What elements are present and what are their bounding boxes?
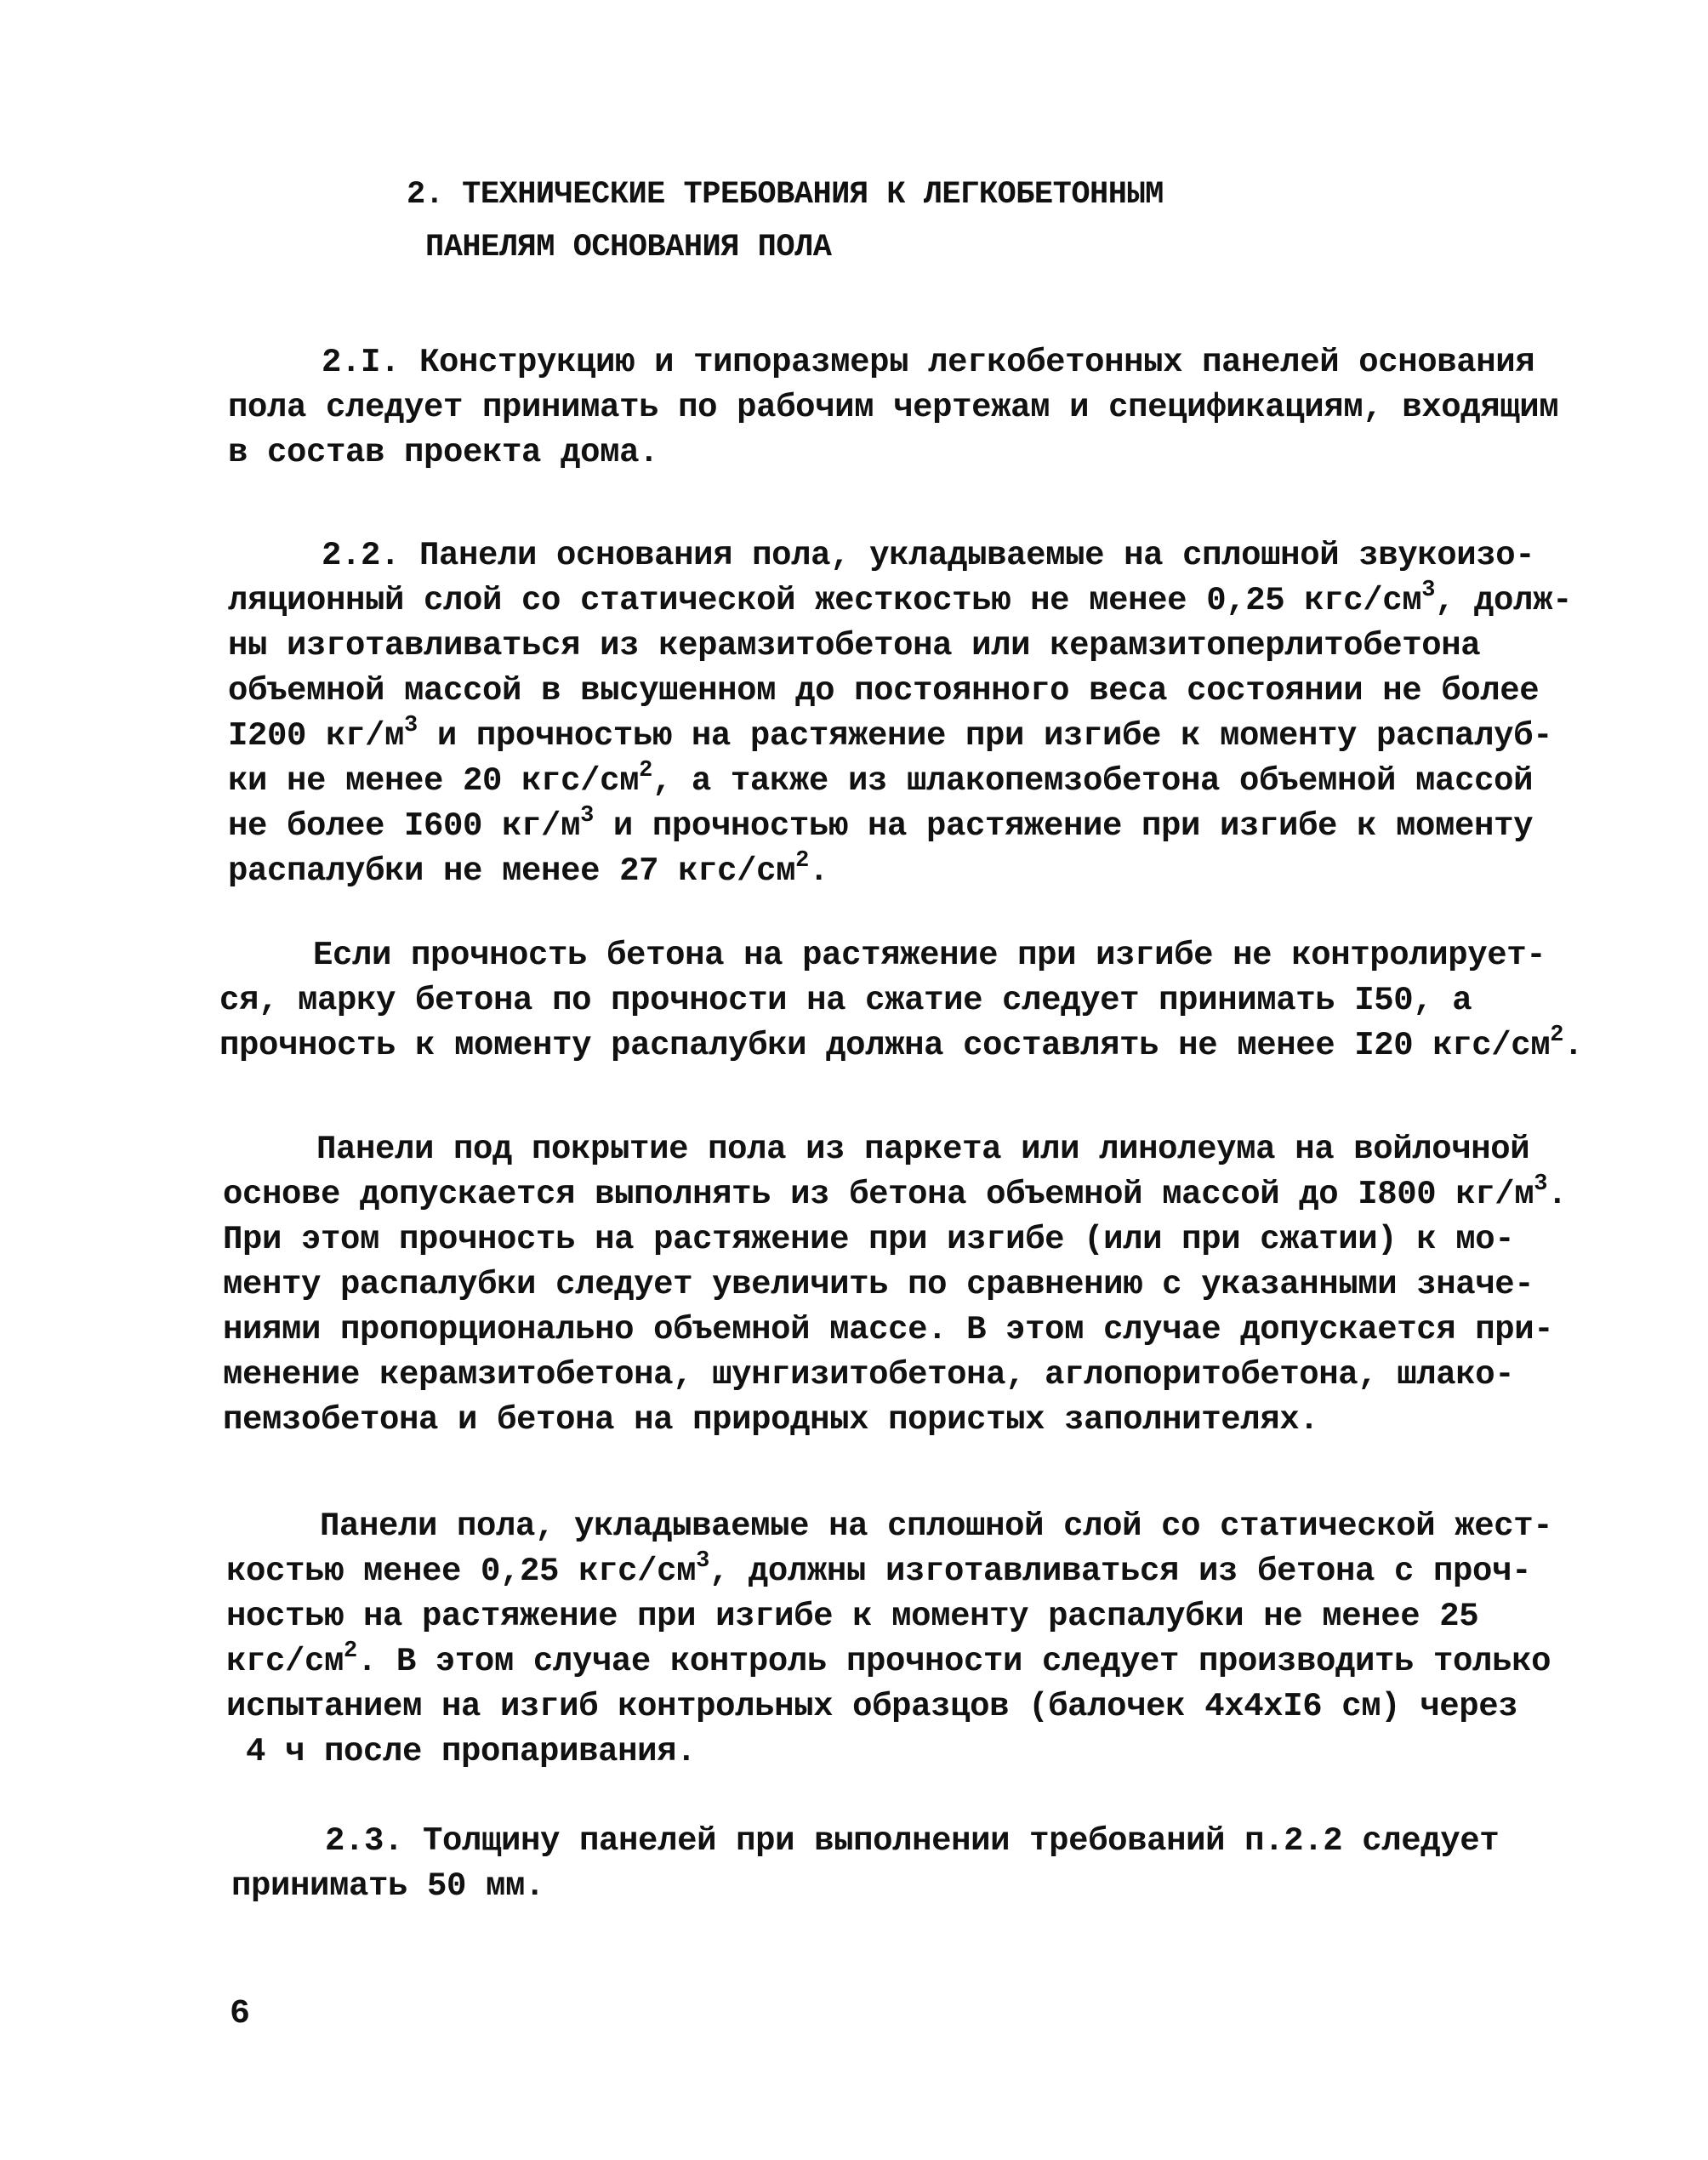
text-line: испытанием на изгиб контрольных образцов (балочек 4х4хI6 см) через xyxy=(226,1688,1518,1725)
text-line: Панели под покрытие пола из паркета или линолеума на войлочной xyxy=(316,1131,1530,1168)
text-line: принимать 50 мм. xyxy=(231,1867,545,1905)
text-line: прочность к моменту распалубки должна составлять не менее I20 кгс/$см^2$. xyxy=(219,1023,1584,1064)
superscript: 3 xyxy=(580,803,594,829)
text-line: 2.I. Конструкцию и типоразмеры легкобетонных панелей основания xyxy=(322,344,1535,381)
text-line: Если прочность бетона на растяжение при изгибе не контролирует- xyxy=(313,937,1546,974)
paragraph-2-3 xyxy=(231,1819,1499,1909)
text-line: основе допускается выполнять из бетона объемной массой до I800 $кг/м^3$. xyxy=(223,1171,1568,1213)
heading-line-2: ПАНЕЛЯМ ОСНОВАНИЯ ПОЛА xyxy=(425,230,832,265)
text-line: менту распалубки следует увеличить по сравнению с указанными значе- xyxy=(223,1266,1534,1303)
superscript: 3 xyxy=(1421,578,1436,603)
text-line: При этом прочность на растяжение при изгибе (или при сжатии) к мо- xyxy=(223,1221,1515,1258)
text-line: ляционный слой со статической жесткостью не менее 0,25 кгс/$см^3$, долж- xyxy=(228,578,1573,619)
superscript: 2 xyxy=(795,848,809,874)
text-line: ны изготавливаться из керамзитобетона или керамзитоперлитобетона xyxy=(228,627,1481,664)
text-line: ся, марку бетона по прочности на сжатие следует принимать I50, а xyxy=(219,982,1472,1019)
paragraph-floor-panels xyxy=(226,1504,1552,1775)
text-line: ки не менее 20 кгс/$см^2$, а также из шлакопемзобетона объемной массой xyxy=(228,758,1534,800)
text-line: 4 ч после пропаривания. xyxy=(226,1733,697,1770)
text-line: ниями пропорционально объемной массе. В этом случае допускается при- xyxy=(223,1311,1554,1348)
superscript: 3 xyxy=(404,713,418,738)
superscript: 3 xyxy=(1534,1171,1548,1197)
text-line: объемной массой в высушенном до постоянного веса состоянии не более xyxy=(228,672,1540,710)
text-line: в состав проекта дома. xyxy=(228,434,659,471)
text-line: пемзобетона и бетона на природных пористых заполнителях. xyxy=(223,1401,1319,1439)
section-heading xyxy=(407,168,1164,274)
text-line: I200 $кг/м^3$ и прочностью на растяжение при изгибе к моменту распалуб- xyxy=(228,713,1553,755)
text-line: пола следует принимать по рабочим чертежам и спецификациям, входящим xyxy=(228,389,1559,426)
text-line: 2.2. Панели основания пола, укладываемые на сплошной звукоизо- xyxy=(322,537,1535,574)
superscript: 3 xyxy=(696,1548,709,1574)
paragraph-2-2 xyxy=(228,533,1572,894)
paragraph-2-1 xyxy=(228,340,1558,476)
heading-line-1: 2. ТЕХНИЧЕСКИЕ ТРЕБОВАНИЯ К ЛЕГКОБЕТОННЫМ xyxy=(407,177,1164,213)
text-line: 2.3. Толщину панелей при выполнении требований п.2.2 следует xyxy=(325,1822,1500,1860)
superscript: 2 xyxy=(1550,1023,1564,1048)
superscript: 2 xyxy=(344,1639,357,1664)
text-line: кгс/$см^2$. В этом случае контроль прочности следует производить только xyxy=(226,1639,1551,1680)
text-line: Панели пола, укладываемые на сплошной слой со статической жест- xyxy=(320,1507,1553,1545)
text-line: ностью на растяжение при изгибе к моменту распалубки не менее 25 xyxy=(226,1598,1479,1635)
text-line: распалубки не менее 27 кгс/$см^2$. xyxy=(228,848,828,890)
superscript: 2 xyxy=(639,758,652,784)
page-number: 6 xyxy=(230,1995,251,2033)
paragraph-concrete-strength xyxy=(219,933,1583,1069)
paragraph-parquet-panels xyxy=(223,1127,1567,1443)
text-line: менение керамзитобетона, шунгизитобетона, аглопоритобетона, шлако- xyxy=(223,1356,1515,1393)
text-line: не более I600 $кг/м^3$ и прочностью на растяжение при изгибе к моменту xyxy=(228,803,1534,845)
text-line: костью менее 0,25 кгс/$см^3$, должны изготавливаться из бетона с проч- xyxy=(226,1548,1532,1590)
